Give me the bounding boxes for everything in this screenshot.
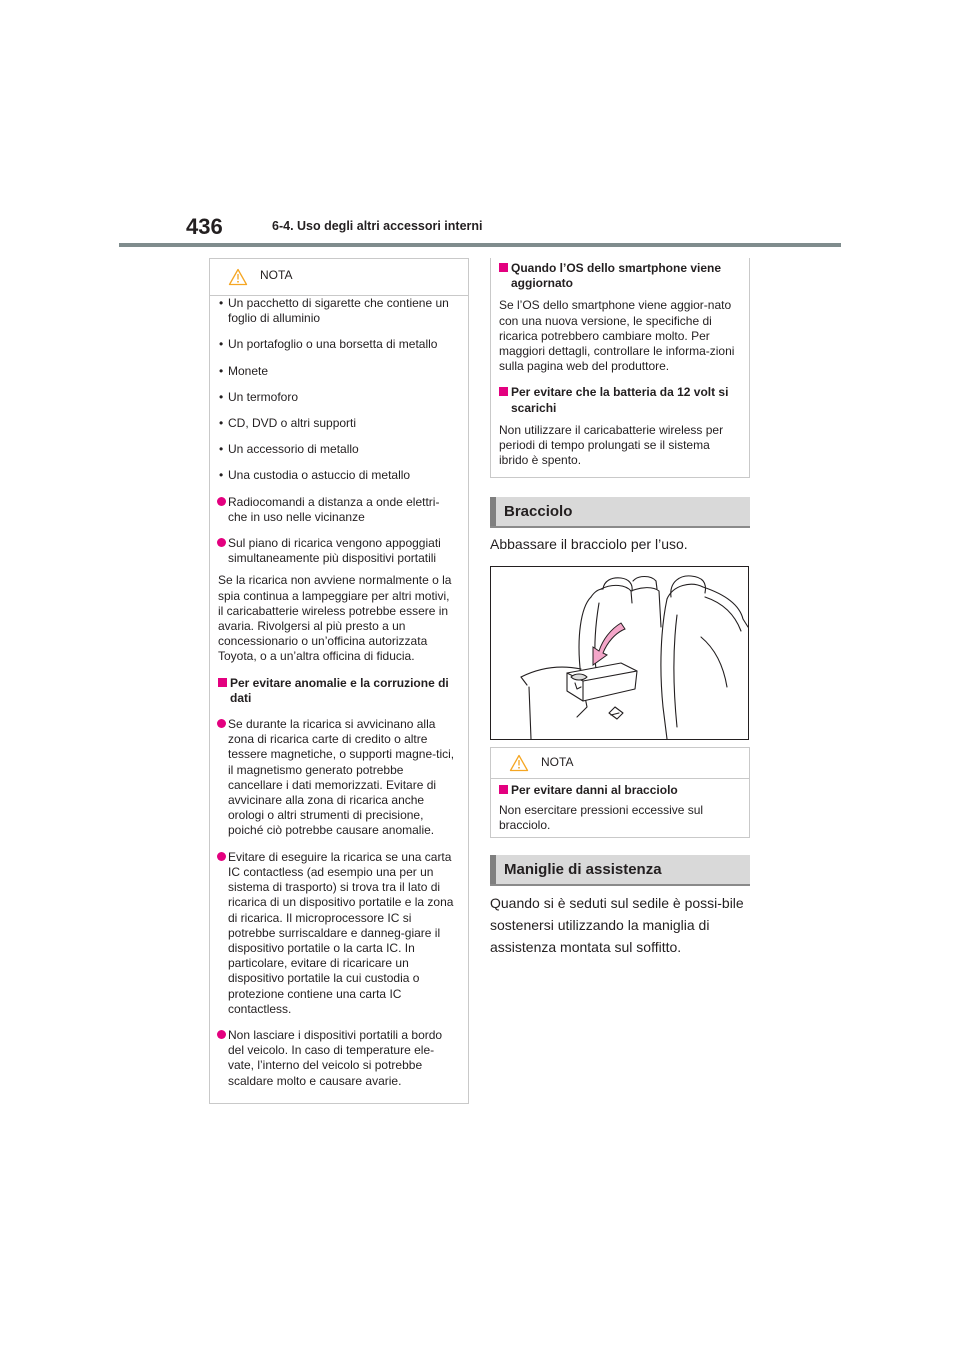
section-heading-text: Maniglie di assistenza (504, 861, 662, 878)
bullet-text: Un pacchetto di sigarette che contiene un foglio di alluminio (228, 296, 449, 326)
circle-bullet-item (218, 850, 456, 1017)
square-bullet-icon (499, 387, 508, 396)
bullet-item (218, 390, 456, 405)
bullet-text: CD, DVD o altri supporti (228, 416, 357, 431)
nota-header (491, 748, 749, 779)
nota-subheading-text: Per evitare danni al bracciolo (511, 783, 678, 797)
nota-box (209, 258, 469, 1104)
circle-bullet-item (218, 1028, 456, 1089)
subheading (499, 261, 737, 291)
bullet-text: Monete (228, 363, 269, 378)
bullet-text: Non lasciare i dispositivi portatili a bordo del veicolo. In caso di temperature ele-vate, l’interno del veicolo si potrebbe scaldare molto e causare avarie. (228, 1027, 443, 1088)
subheading-text: Per evitare anomalie e la corruzione di dati (230, 675, 449, 705)
nota-paragraph: Non esercitare pressioni eccessive sul bracciolo. (499, 803, 704, 833)
bracciolo-instruction: Abbassare il bracciolo per l’uso. (490, 536, 688, 552)
circle-bullet-icon (217, 852, 226, 861)
bullet-text: Una custodia o astuccio di metallo (228, 468, 411, 483)
circle-bullet-item (218, 495, 456, 525)
warning-triangle-icon (509, 754, 529, 772)
circle-bullet-icon (217, 497, 226, 506)
nota-label: NOTA (260, 268, 293, 282)
nota-continued-box (490, 258, 750, 478)
circle-bullet-icon (217, 1030, 226, 1039)
armrest-illustration (490, 566, 749, 740)
maniglie-description: Quando si è seduti sul sedile è possi-bile sostenersi utilizzando la maniglia di assistenza montata sul soffitto. (490, 895, 744, 955)
bullet-text: Un accessorio di metallo (228, 442, 359, 457)
bullet-text: Evitare di eseguire la ricarica se una carta IC contactless (ad esempio una per un sistema di trasporto) si trova tra il lato di ricarica di un dispositivo portatile e la zona di ricarica. Il microprocessore IC si potrebbe surriscaldare e danneg-giare il dispositivo portatile o la carta IC. In particolare, evitare di ricaricare un dispositivo portatile la cui custodia o protezione contiene una carta IC contactless. (228, 849, 454, 1016)
heading-accent (490, 855, 496, 884)
section-title: 6-4. Uso degli altri accessori interni (272, 219, 483, 233)
header-rule (119, 243, 841, 247)
bullet-item (218, 364, 456, 379)
nota-armrest-box (490, 747, 750, 838)
bullet-item (218, 416, 456, 431)
heading-accent (490, 497, 496, 526)
bullet-text: Sul piano di ricarica vengono appoggiati simultaneamente più dispositivi portatili (228, 536, 441, 566)
paragraph: Non utilizzare il caricabatterie wireless per periodi di tempo prolungati se il sistema ibrido è spento. (499, 422, 724, 468)
bullet-item (218, 337, 456, 352)
bullet-text: Un portafoglio o una borsetta di metallo (228, 337, 438, 352)
circle-bullet-item (218, 717, 456, 839)
section-heading-maniglie (490, 855, 750, 886)
nota-armrest-content (491, 783, 749, 834)
section-heading-text: Bracciolo (504, 503, 573, 520)
bullet-item (218, 468, 456, 483)
bullet-text: Un termoforo (228, 389, 299, 404)
circle-bullet-icon (217, 538, 226, 547)
nota-content (210, 296, 468, 1089)
page-number: 436 (186, 214, 223, 239)
square-bullet-icon (218, 678, 227, 687)
nota-subheading (499, 783, 737, 798)
subheading-text: Per evitare che la batteria da 12 volt si scarichi (511, 385, 729, 415)
subheading-text: Quando l’OS dello smartphone viene aggiornato (511, 261, 722, 291)
nota-header (210, 259, 468, 296)
subheading (218, 676, 456, 706)
square-bullet-icon (499, 263, 508, 272)
nota-continued-content (491, 261, 749, 468)
bullet-text: Radiocomandi a distanza a onde elettri-che in uso nelle vicinanze (228, 494, 440, 524)
circle-bullet-item (218, 536, 456, 566)
bullet-item (218, 296, 456, 326)
square-bullet-icon (499, 785, 508, 794)
bullet-item (218, 442, 456, 457)
warning-triangle-icon (228, 268, 248, 286)
paragraph: Se l’OS dello smartphone viene aggior-nato con una nuova versione, le specifiche di ricarica potrebbero cambiare molto. Per maggiori dettagli, controllare le informa-zioni sulla pagina web del produttore. (499, 298, 735, 374)
nota-label: NOTA (541, 755, 574, 769)
circle-bullet-icon (217, 719, 226, 728)
subheading (499, 385, 737, 415)
bullet-text: Se durante la ricarica si avvicinano alla zona di ricarica carte di credito o altre tessere magnetiche, o supporti magne-tici, il magnetismo generato potrebbe cancellare i dati memorizzati. Evitare di avvicinare alla zona di ricarica anche orologi o altri strumenti di precisione, poiché ciò potrebbe causare anomalie. (228, 717, 455, 838)
armrest-drawing (491, 567, 748, 739)
section-heading-bracciolo (490, 497, 750, 528)
paragraph: Se la ricarica non avviene normalmente o la spia continua a lampeggiare per altri motivi, il caricabatterie wireless potrebbe essere in avaria. Rivolgersi al più presto a un concessionario o un’officina autorizzata Toyota, o a un’altra officina di fiducia. (218, 573, 452, 664)
